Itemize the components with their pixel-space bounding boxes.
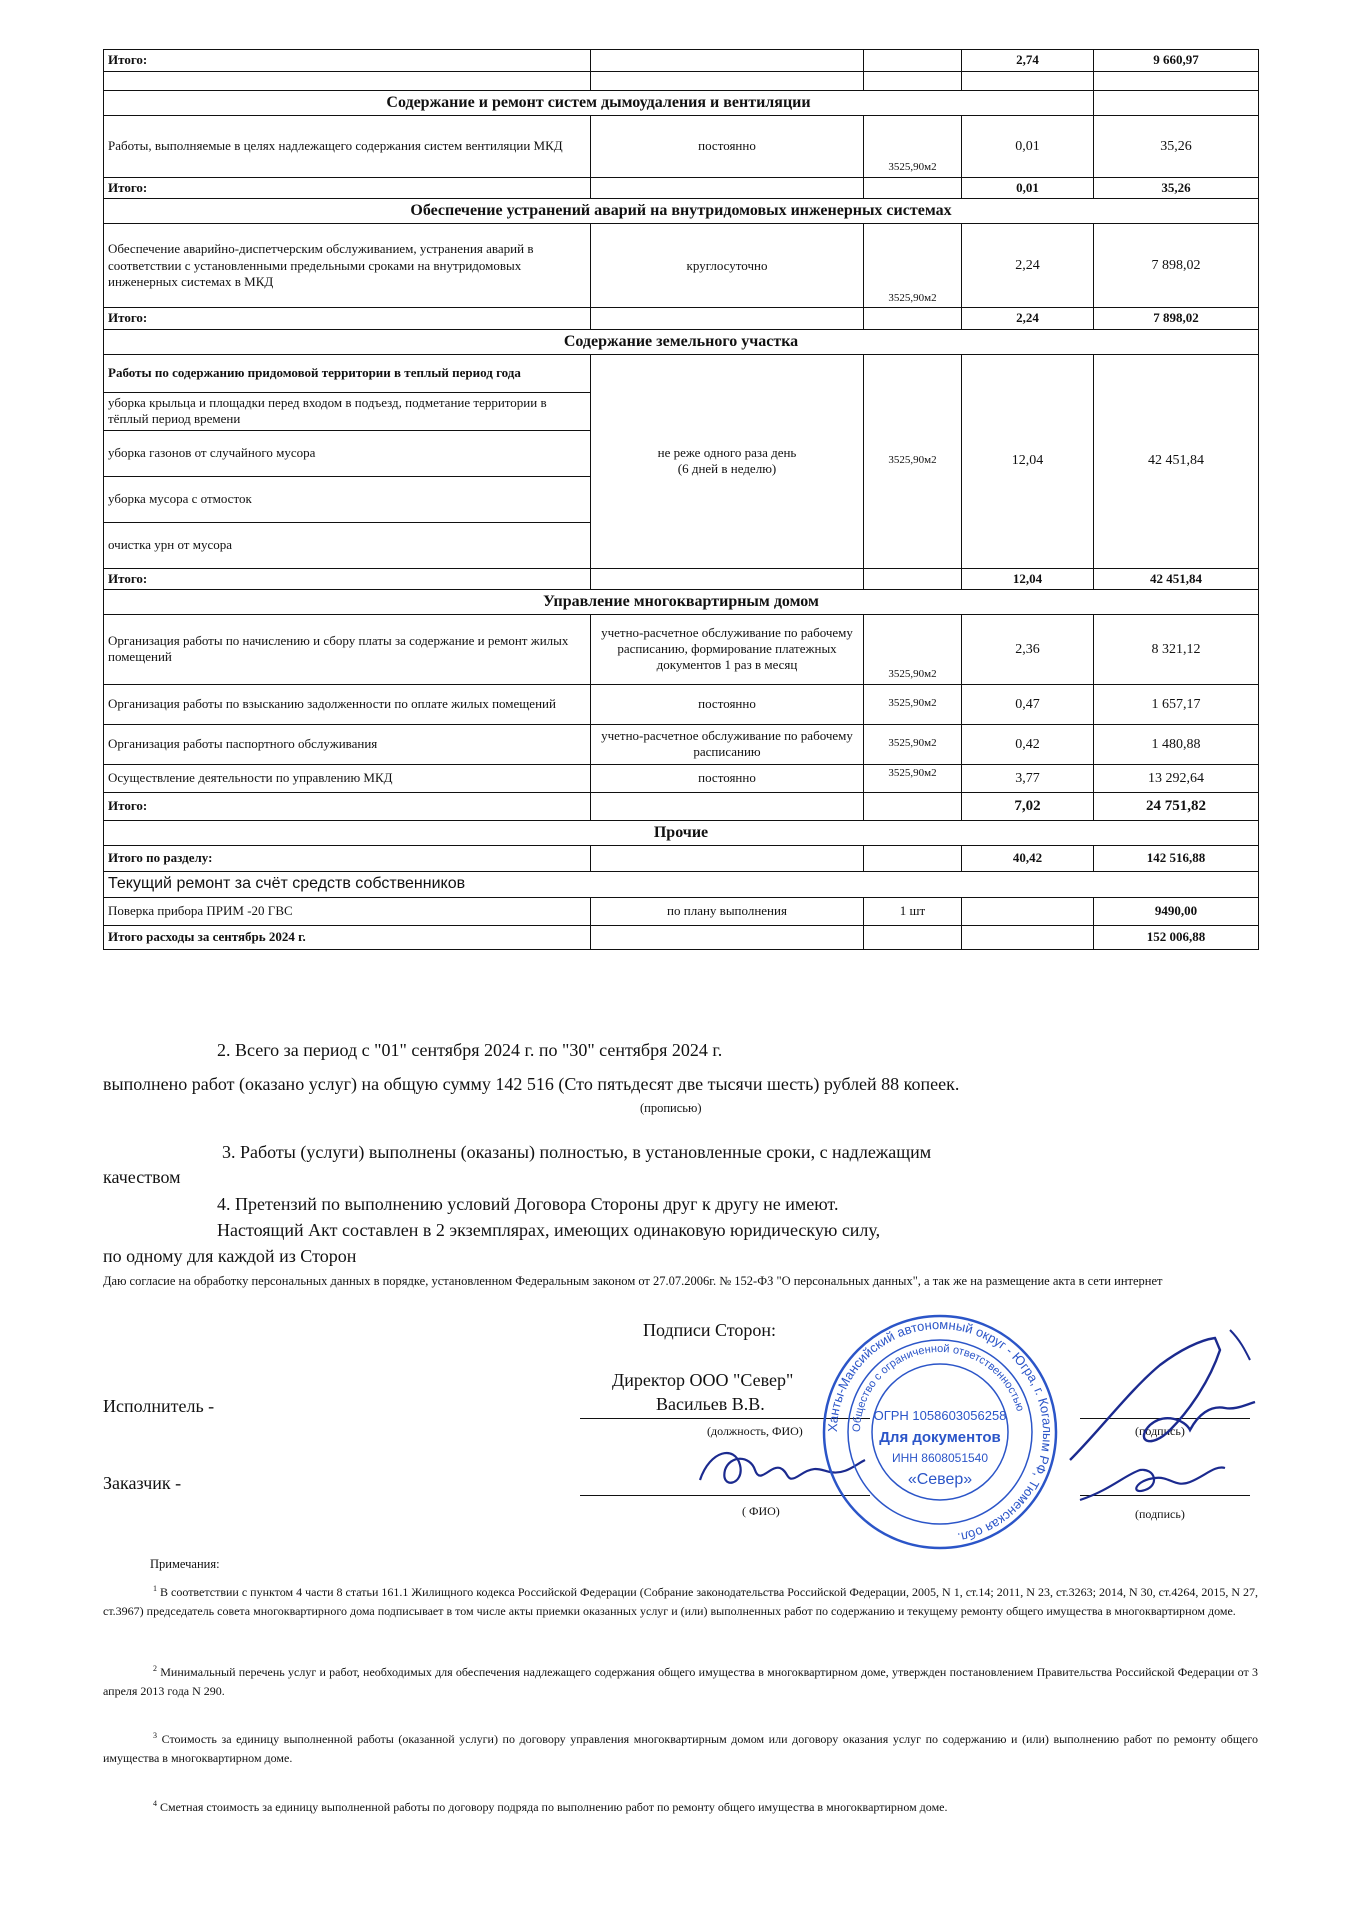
signatures-heading: Подписи Сторон: [643,1320,777,1340]
table-row [104,178,1259,199]
director-position: Директор ООО "Север" [612,1370,794,1390]
work-name: Организация работы паспортного обслуживания [104,724,591,764]
table-row [104,792,1259,820]
work-unit: 3525,90м2 [864,354,962,568]
note-4 [103,1798,1258,1817]
row-label: Итого: [104,792,591,820]
stamp-inn: ИНН 8608051540 [891,1451,989,1465]
paragraph-5a: Настоящий Акт составлен в 2 экземплярах, имеющих одинаковую юридическую силу, [217,1220,881,1240]
row-rate: 7,02 [962,792,1094,820]
row-rate: 2,24 [962,308,1094,329]
row-sum: 152 006,88 [1094,925,1259,949]
table-row [104,871,1259,897]
section-header [104,91,1259,116]
notes-heading: Примечания: [150,1557,220,1571]
work-unit: 3525,90м2 [864,724,962,764]
note-3 [103,1730,1258,1767]
work-name: Поверка прибора ПРИМ -20 ГВС [104,897,591,925]
work-frequency: круглосуточно [591,224,864,308]
position-caption: (должность, ФИО) [707,1424,803,1438]
work-rate: 2,36 [962,614,1094,684]
stamp-outer-text: Ханты-Мансийский автономный округ - Югра, г. Когалым РФ, Тюменская обл. [824,1316,1056,1546]
consent-text: Даю согласие на обработку персональных данных в порядке, установленном Федеральным законом от 27.07.2006г. № 152-ФЗ "О персональных данных", а так же на размещение акта в сети интернет [103,1274,1163,1288]
work-frequency: постоянно [591,116,864,178]
note-3-text: Стоимость за единицу выполненной работы (оказанной услуги) по договору управления многоквартирным домом или договору оказания услуг по содержанию и (или) выполнению работ по ремонту общего имущества в многоквартирном доме. [103,1732,1259,1765]
row-sum: 142 516,88 [1094,845,1259,871]
row-sum: 24 751,82 [1094,792,1259,820]
work-rate: 0,01 [962,116,1094,178]
table-row [104,845,1259,871]
work-name: Организация работы по взысканию задолженности по оплате жилых помещений [104,684,591,724]
section-title: Обеспечение устранений аварий на внутридомовых инженерных системах [104,199,1259,224]
paragraph-2a: 2. Всего за период с "01" сентября 2024 г. по "30" сентября 2024 г. [217,1040,723,1060]
paragraph-5b: по одному для каждой из Сторон [103,1246,357,1266]
director-name: Васильев В.В. [656,1394,765,1414]
fio-caption: ( ФИО) [742,1504,780,1518]
company-stamp [820,1312,1060,1552]
sign-caption: (подпись) [1135,1424,1185,1438]
paragraph-3b: качеством [103,1167,181,1187]
work-unit: 3525,90м2 [864,764,962,792]
work-item: уборка крыльца и площадки перед входом в подъезд, подметание территории в тёплый период времени [104,392,591,430]
work-frequency: постоянно [591,764,864,792]
paragraph-4: 4. Претензий по выполнению условий Договора Стороны друг к другу не имеют. [217,1194,839,1214]
note-2-text: Минимальный перечень услуг и работ, необходимых для обеспечения надлежащего содержания общего имущества в многоквартирном доме, утвержден постановлением Правительства Российской Федерации от 3 апреля 2013 года N 290. [103,1665,1259,1698]
work-item: уборка газонов от случайного мусора [104,430,591,476]
section-header [104,199,1259,224]
table-row [104,568,1259,589]
executor-signature [1040,1320,1270,1520]
row-sum: 35,26 [1094,178,1259,199]
work-rate: 12,04 [962,354,1094,568]
note-4-marker: 4 [153,1799,157,1808]
row-label: Итого расходы за сентябрь 2024 г. [104,925,591,949]
section-title: Содержание земельного участка [104,329,1259,354]
section-header [104,820,1259,845]
table-row [104,614,1259,684]
section-title: Содержание и ремонт систем дымоудаления и вентиляции [104,91,1094,116]
work-sum: 8 321,12 [1094,614,1259,684]
note-2-marker: 2 [153,1664,157,1673]
work-sum: 7 898,02 [1094,224,1259,308]
note-3-marker: 3 [153,1731,157,1740]
customer-label: Заказчик - [103,1473,182,1493]
row-sum: 42 451,84 [1094,568,1259,589]
row-rate: 2,74 [962,50,1094,72]
work-frequency: учетно-расчетное обслуживание по рабочему расписанию, формирование платежных документов 1 раз в месяц [591,614,864,684]
row-label: Итого: [104,308,591,329]
stamp-center: Для документов [879,1429,1001,1446]
table-row [104,50,1259,72]
row-label: Итого: [104,568,591,589]
table-row [104,764,1259,792]
work-rate: 0,42 [962,724,1094,764]
table-row [104,724,1259,764]
note-2 [103,1663,1258,1700]
row-sum: 9 660,97 [1094,50,1259,72]
table-row [104,116,1259,178]
section-header [104,589,1259,614]
executor-label: Исполнитель - [103,1396,215,1416]
row-rate: 40,42 [962,845,1094,871]
paragraph-2b: выполнено работ (оказано услуг) на общую сумму 142 516 (Сто пятьдесят две тысячи шесть) рублей 88 копеек. [103,1074,960,1094]
table-row [104,308,1259,329]
work-sum: 1 480,88 [1094,724,1259,764]
work-unit: 3525,90м2 [864,684,962,724]
work-name: Организация работы по начислению и сбору платы за содержание и ремонт жилых помещений [104,614,591,684]
work-name: Осуществление деятельности по управлению МКД [104,764,591,792]
work-frequency: постоянно [591,684,864,724]
work-name: Работы, выполняемые в целях надлежащего содержания систем вентиляции МКД [104,116,591,178]
work-frequency: не реже одного раза день (6 дней в неделю) [591,354,864,568]
section-header [104,329,1259,354]
work-group-head: Работы по содержанию придомовой территории в теплый период года [104,354,591,392]
stamp-middle-text: Общество с ограниченной ответственностью [850,1342,1027,1433]
note-1-marker: 1 [153,1584,157,1593]
section-title: Текущий ремонт за счёт средств собственников [104,871,1259,897]
propisyu-caption: (прописью) [640,1101,702,1115]
work-unit: 3525,90м2 [864,224,962,308]
paragraph-3a: 3. Работы (услуги) выполнены (оказаны) полностью, в установленные сроки, с надлежащим [222,1142,932,1162]
row-label: Итого по разделу: [104,845,591,871]
work-rate: 2,24 [962,224,1094,308]
table-row [104,224,1259,308]
section-title: Управление многоквартирным домом [104,589,1259,614]
work-rate: 3,77 [962,764,1094,792]
work-sum: 9490,00 [1094,897,1259,925]
work-quantity: 1 шт [864,897,962,925]
work-unit: 3525,90м2 [864,116,962,178]
work-frequency: по плану выполнения [591,897,864,925]
table-row [104,925,1259,949]
table-row [104,684,1259,724]
stamp-ogrn: ОГРН 1058603056258 [873,1408,1007,1423]
work-sum: 1 657,17 [1094,684,1259,724]
work-name: Обеспечение аварийно-диспетчерским обслуживанием, устранения аварий в соответствии с установленными предельными сроками на внутридомовых инженерных системах в МКД [104,224,591,308]
note-4-text: Сметная стоимость за единицу выполненной работы по договору подряда по выполнению работ по ремонту общего имущества в многоквартирном доме. [160,1800,948,1814]
table-row [104,354,1259,392]
row-label: Итого: [104,178,591,199]
row-rate: 0,01 [962,178,1094,199]
work-item: очистка урн от мусора [104,522,591,568]
table-row [104,897,1259,925]
stamp-name: «Север» [907,1471,973,1488]
work-frequency: учетно-расчетное обслуживание по рабочему расписанию [591,724,864,764]
work-sum: 13 292,64 [1094,764,1259,792]
work-sum: 35,26 [1094,116,1259,178]
work-sum: 42 451,84 [1094,354,1259,568]
sign-caption-2: (подпись) [1135,1507,1185,1521]
row-rate: 12,04 [962,568,1094,589]
services-table [103,49,1259,950]
work-item: уборка мусора с отмосток [104,476,591,522]
note-1-text: В соответствии с пунктом 4 части 8 статьи 161.1 Жилищного кодекса Российской Федерации (Собрание законодательства Российской Федерации, 2005, N 1, ст.14; 2011, N 23, ст.3263; 2014, N 30, ст.4264, 2015, N 27, ст.3967) председатель совета многоквартирного дома подписывает в том числе акты приемки оказанных услуг и (или) выполненных работ по содержанию и текущему ремонту общего имущества в многоквартирном доме. [103,1585,1259,1618]
work-unit: 3525,90м2 [864,614,962,684]
section-title: Прочие [104,820,1259,845]
row-label: Итого: [104,50,591,72]
row-sum: 7 898,02 [1094,308,1259,329]
note-1 [103,1583,1258,1620]
work-rate: 0,47 [962,684,1094,724]
